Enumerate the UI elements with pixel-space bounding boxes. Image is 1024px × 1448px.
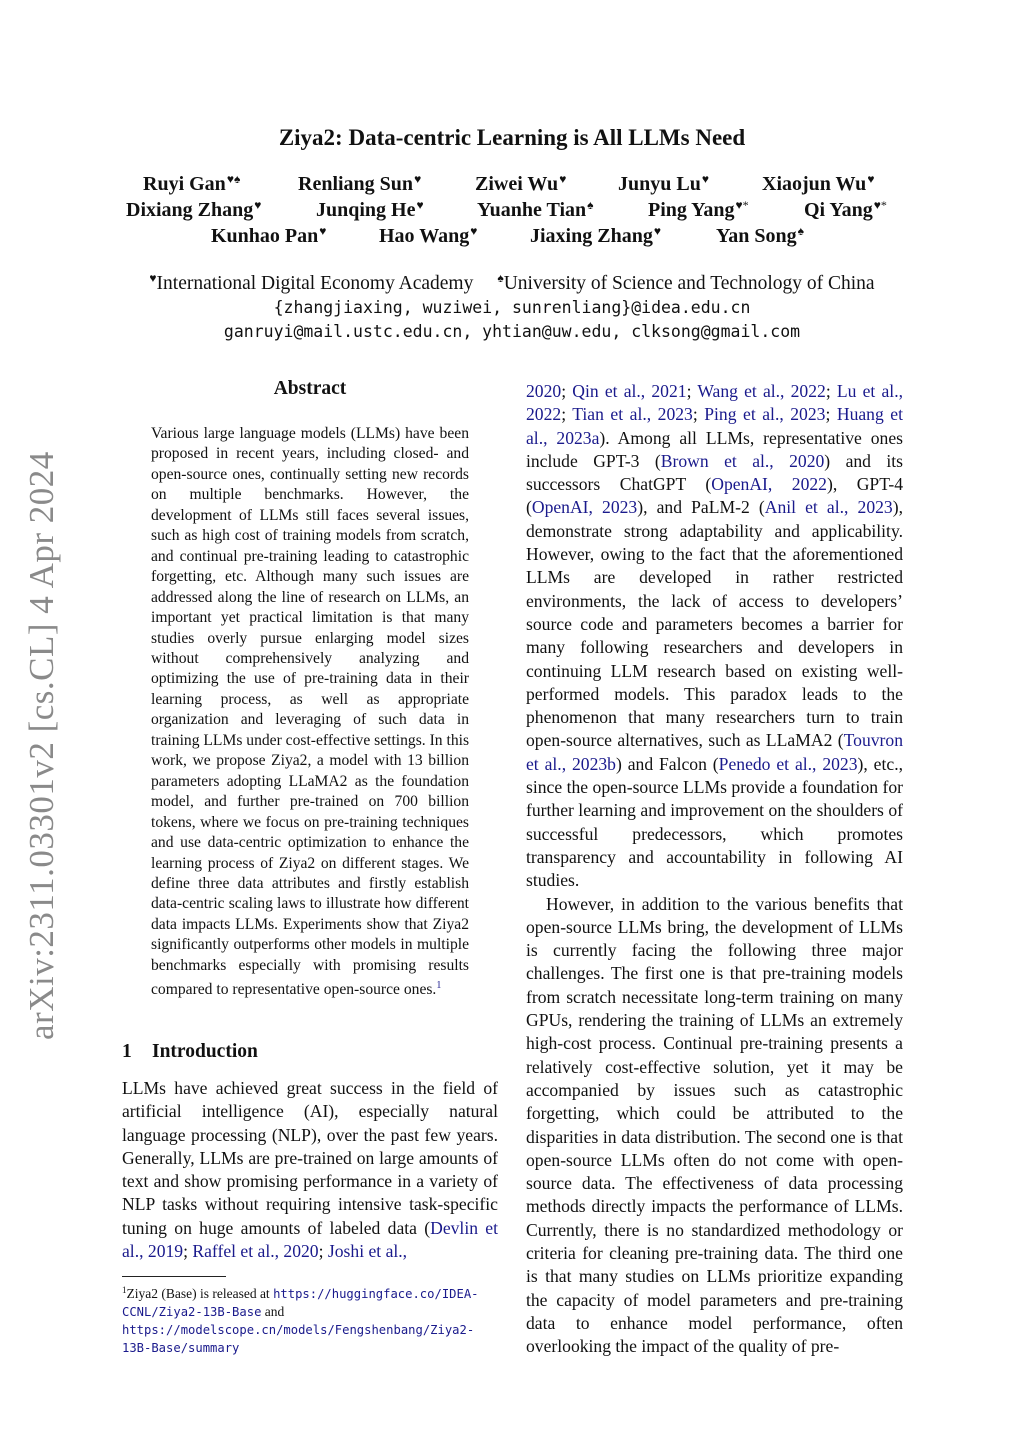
author: Hao Wang♥	[379, 224, 478, 247]
citation-link[interactable]: Ping et al., 2023	[704, 404, 826, 425]
citation-link[interactable]: Devlin et al., 2019	[122, 1217, 499, 1262]
citation-link[interactable]: Tian et al., 2023	[572, 404, 693, 425]
citation-link[interactable]: Raffel et al., 2020	[192, 1241, 319, 1262]
citation-link[interactable]: Brown et al., 2020	[660, 450, 825, 471]
author: Ziwei Wu♥	[475, 172, 567, 195]
citation-link[interactable]: Joshi et al.,	[327, 1241, 408, 1262]
citation-link[interactable]: Penedo et al., 2023	[718, 753, 858, 774]
author: Jiaxing Zhang♥	[530, 224, 661, 247]
author: Yuanhe Tian♠	[477, 198, 594, 221]
author-row	[0, 224, 1024, 250]
footnote-url[interactable]: https://modelscope.cn/models/Fengshenbang/Ziya2-13B-Base/summary	[122, 1323, 475, 1355]
citation-link[interactable]: OpenAI, 2022	[711, 474, 827, 495]
author: Junqing He♥	[316, 198, 424, 221]
author: Dixiang Zhang♥	[126, 198, 262, 221]
challenges-paragraph: However, in addition to the various benefits that open-source LLMs bring, the development of LLMs is currently facing the following three major challenges. The first one is that pre-training models from scratch necessitate long-term training on many GPUs, rendering the training of LLMs an extremely high-cost process. Continual pre-training presents a relatively cost-effective solution, yet it may be accompanied by issues such as catastrophic forgetting, which could be attributed to the disparities in data distribution. The second one is that open-source LLMs often do not come with open-source data. The effectiveness of data processing methods directly impacts the performance of LLMs. Currently, there is no standardized methodology or criteria for cleaning pre-training data. The third one is that many studies on LLMs prioritize expanding the capacity of model parameters and pre-training data to enhance model performance, often overlooking the impact of the quality of pre-	[526, 893, 903, 1357]
footnote-url[interactable]: https://huggingface.co/IDEA-CCNL/Ziya2-13B-Base	[122, 1287, 479, 1319]
intro-paragraph-cont: 2020; Qin et al., 2021; Wang et al., 2022; Lu et al., 2022; Tian et al., 2023; Ping et al., 2023; Huang et al., 2023a). Among all LLMs, representative ones include GPT-3 (Brown et al., 2020) and its successors ChatGPT (OpenAI, 2022), GPT-4 (OpenAI, 2023), and PaLM-2 (Anil et al., 2023), demonstrate strong adaptability and applicability. However, owing to the fact that the aforementioned LLMs are developed in rather restricted environments, the lack of access to developers’ source code and parameters becomes a barrier for many following researchers and developers in continuing LLM research based on existing well-performed models. This paradox leads to the phenomenon that many researchers turn to train open-source alternatives, such as LLaMA2 (Touvron et al., 2023b) and Falcon (Penedo et al., 2023), etc., since the open-source LLMs provide a foundation for further learning and improvement on the shoulders of successful predecessors, which promotes transparency and accountability in following AI studies.	[526, 381, 904, 891]
arxiv-stamp: arXiv:2311.03301v2 [cs.CL] 4 Apr 2024	[22, 451, 61, 1040]
author: Renliang Sun♥	[298, 172, 422, 195]
footnote: $^1$Ziya2 (Base) is released at https://huggingface.co/IDEA-CCNL/Ziya2-13B-Base and https://modelscope.cn/models/Fengshenbang/Ziya2-13B-Base/summary	[122, 1285, 479, 1355]
author: Xiaojun Wu♥	[762, 172, 875, 195]
citation-link[interactable]: Lu et al., 2022	[526, 381, 903, 425]
citation-link[interactable]: OpenAI, 2023	[531, 497, 638, 518]
author: Qi Yang♥*	[804, 198, 887, 221]
paper-title: Ziya2: Data-centric Learning is All LLMs Need	[278, 125, 746, 150]
email-line: ganruyi@mail.ustc.edu.cn, yhtian@uw.edu, clksong@gmail.com	[223, 322, 801, 341]
abstract-body: Various large language models (LLMs) have been proposed in recent years, including closed- and open-source ones, continually setting new records on multiple benchmarks. However, the development of LLMs still faces several issues, such as high cost of training models from scratch, and continual pre-training leading to catastrophic forgetting, etc. Although many such issues are addressed along the line of research on LLMs, an important yet practical limitation is that many studies overly pursue enlarging model sizes without comprehensively analyzing and optimizing the use of pre-training data in their learning process, as well as appropriate organization and leveraging of such data in training LLMs under cost-effective settings. In this work, we propose Ziya2, a model with 13 billion parameters adopting LLaMA2 as the foundation model, and further pre-trained on 700 billion tokens, where we focus on pre-training techniques and use data-centric optimization to enhance the learning process of Ziya2 on different stages. We define three data attributes and firstly establish data-centric scaling laws to illustrate how different data impacts LLMs. Experiments show that Ziya2 significantly outperforms other models in multiple benchmarks especially with promising results compared to representative open-source ones.$^1$	[151, 425, 470, 999]
abstract-heading: Abstract	[273, 378, 347, 399]
citation-link[interactable]: 2020	[526, 381, 562, 401]
affiliation-idea: ♥International Digital Economy Academy	[149, 271, 474, 294]
citation-link[interactable]: Huang et al., 2023a	[526, 404, 903, 448]
right-column	[526, 380, 903, 1358]
citation-link[interactable]: Wang et al., 2022	[697, 381, 826, 401]
footnote-ref[interactable]: 1	[436, 980, 442, 992]
author-row	[0, 172, 1024, 198]
author: Junyu Lu♥	[618, 172, 709, 195]
email-line: {zhangjiaxing, wuziwei, sunrenliang}@idea.edu.cn	[273, 298, 751, 317]
affiliations	[0, 271, 1024, 295]
intro-paragraph: LLMs have achieved great success in the field of artificial intelligence (AI), especially natural language processing (NLP), over the past few years. Generally, LLMs are pre-trained on large amounts of text and show promising performance in a variety of NLP tasks without requiring intensive task-specific tuning on huge amounts of labeled data (Devlin et al., 2019; Raffel et al., 2020; Joshi et al.,	[122, 1078, 499, 1262]
citation-link[interactable]: Qin et al., 2021	[572, 381, 687, 401]
footnote-rule	[122, 1276, 226, 1277]
affiliation-ustc: ♠University of Science and Technology of China	[497, 271, 875, 294]
section-heading: 1 Introduction	[122, 1041, 258, 1062]
author: Ping Yang♥*	[648, 198, 749, 221]
author: Ruyi Gan♥♠	[143, 172, 241, 195]
author-row	[0, 198, 1024, 224]
citation-link[interactable]: Touvron et al., 2023b	[526, 730, 903, 774]
author: Kunhao Pan♥	[211, 224, 327, 247]
author: Yan Song♠	[716, 224, 804, 247]
citation-link[interactable]: Anil et al., 2023	[764, 497, 893, 518]
